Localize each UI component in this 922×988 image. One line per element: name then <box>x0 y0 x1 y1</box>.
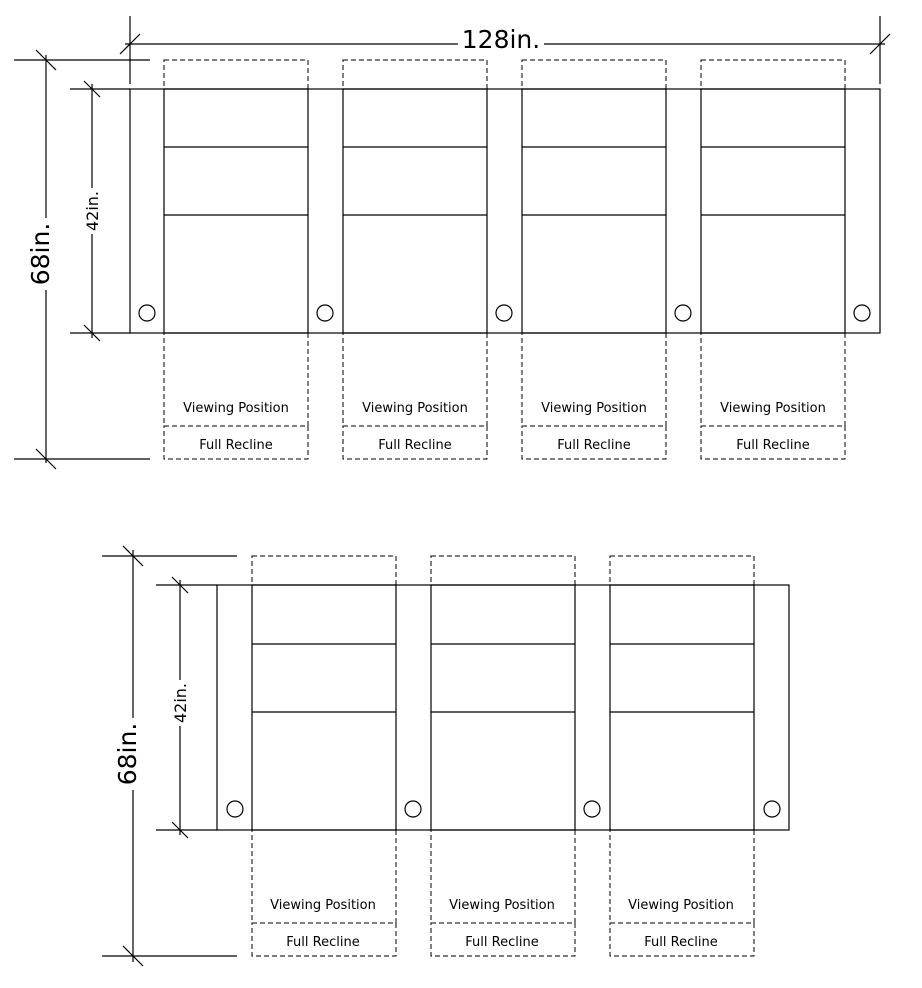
viewing-position-label: Viewing Position <box>449 898 555 913</box>
control-button-icon <box>854 305 870 321</box>
control-button-icon <box>405 801 421 817</box>
seat <box>164 60 308 459</box>
full-recline-label: Full Recline <box>557 438 631 453</box>
seat-cushion <box>610 585 754 830</box>
headrest-extension <box>343 60 487 89</box>
width-dimension <box>120 16 890 84</box>
control-button-icon <box>764 801 780 817</box>
seat <box>610 556 754 956</box>
control-button-icon <box>227 801 243 817</box>
seat <box>343 60 487 459</box>
sofa-outline <box>130 89 880 333</box>
seat-cushion <box>252 585 396 830</box>
seat-cushion <box>164 89 308 333</box>
seat-cushion <box>701 89 845 333</box>
back-height-dimension <box>70 81 130 341</box>
back-height-dimension <box>156 577 217 838</box>
headrest-extension <box>701 60 845 89</box>
viewing-position-label: Viewing Position <box>541 401 647 416</box>
control-button-icon <box>317 305 333 321</box>
control-button-icon <box>675 305 691 321</box>
full-recline-label: Full Recline <box>378 438 452 453</box>
headrest-extension <box>164 60 308 89</box>
viewing-position-label: Viewing Position <box>362 401 468 416</box>
viewing-position-label: Viewing Position <box>270 898 376 913</box>
seat <box>252 556 396 956</box>
seat <box>431 556 575 956</box>
seat-cushion <box>522 89 666 333</box>
control-button-icon <box>139 305 155 321</box>
viewing-position-label: Viewing Position <box>183 401 289 416</box>
width-label: 128in. <box>461 25 541 54</box>
seat <box>522 60 666 459</box>
seat <box>701 60 845 459</box>
viewing-position-label: Viewing Position <box>720 401 826 416</box>
headrest-extension <box>431 556 575 585</box>
back-height-label: 42in. <box>83 190 102 232</box>
headrest-extension <box>610 556 754 585</box>
sofa-outline <box>217 585 789 830</box>
full-recline-label: Full Recline <box>465 935 539 950</box>
seat-cushion <box>343 89 487 333</box>
back-height-label: 42in. <box>171 682 190 724</box>
seat-cushion <box>431 585 575 830</box>
full-recline-label: Full Recline <box>286 935 360 950</box>
headrest-extension <box>252 556 396 585</box>
control-button-icon <box>584 801 600 817</box>
depth-label: 68in. <box>26 222 55 286</box>
four-seat-layout <box>14 16 890 469</box>
full-recline-label: Full Recline <box>736 438 810 453</box>
depth-label: 68in. <box>113 722 142 786</box>
viewing-position-label: Viewing Position <box>628 898 734 913</box>
full-recline-label: Full Recline <box>644 935 718 950</box>
control-button-icon <box>496 305 512 321</box>
three-seat-layout <box>102 546 789 966</box>
full-recline-label: Full Recline <box>199 438 273 453</box>
headrest-extension <box>522 60 666 89</box>
